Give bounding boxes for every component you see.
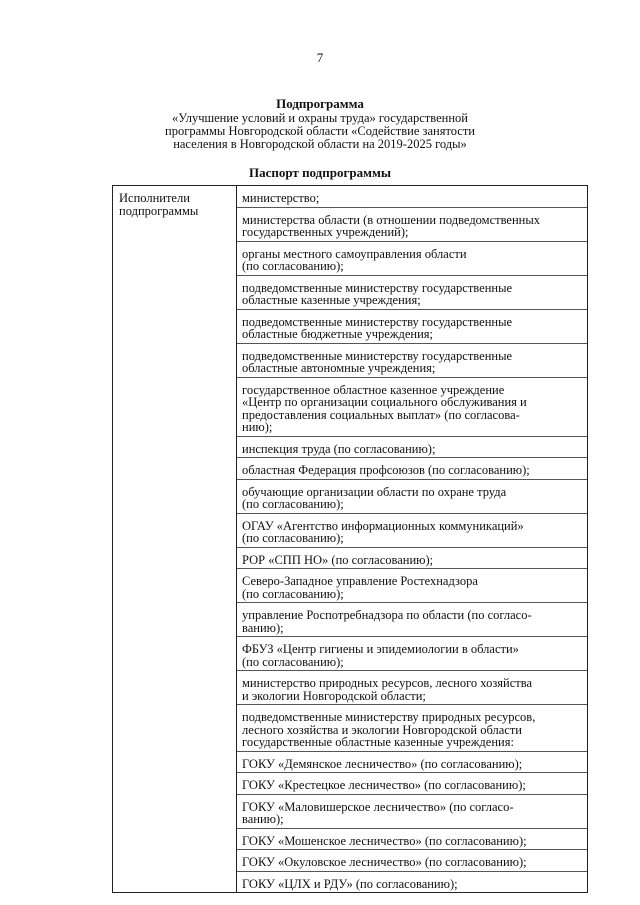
list-item: [237, 603, 587, 637]
list-item-line: областная Федерация профсоюзов (по согласованию);: [242, 463, 530, 477]
list-item: [237, 514, 587, 548]
label-line: Исполнители: [119, 191, 190, 205]
list-item-line: обучающие организации области по охране труда: [242, 484, 507, 499]
list-item: [237, 208, 587, 242]
list-item: [237, 671, 587, 705]
list-item: [237, 872, 587, 893]
list-item: [237, 752, 587, 774]
list-item: [237, 310, 587, 344]
list-item: [237, 773, 587, 795]
list-item-line: «Центр по организации социального обслуживания и: [242, 395, 527, 409]
list-item-line: государственное областное казенное учреждение: [242, 382, 505, 397]
list-item-line: ванию);: [242, 620, 284, 635]
list-item: [237, 548, 587, 570]
list-item: [237, 850, 587, 872]
list-item-line: управление Роспотребнадзора по области (по согласо-: [242, 608, 532, 622]
list-item-line: предоставления социальных выплат» (по согласова-: [242, 407, 520, 422]
label-line: подпрограммы: [119, 203, 199, 218]
list-item-line: ФБУЗ «Центр гигиены и эпидемиологии в области»: [242, 642, 519, 656]
list-item-line: ГОКУ «Мошенское лесничество» (по согласованию);: [242, 833, 527, 848]
list-item-line: ГОКУ «Демянское лесничество» (по согласованию);: [242, 756, 523, 771]
list-item-line: лесного хозяйства и экологии Новгородской области: [242, 722, 522, 737]
list-item: [237, 480, 587, 514]
list-item-line: нию);: [242, 420, 273, 434]
list-item-line: подведомственные министерству природных ресурсов,: [242, 710, 536, 724]
list-item-line: подведомственные министерству государственные: [242, 348, 513, 363]
list-item: [237, 186, 587, 208]
list-item: [237, 829, 587, 851]
value-cell: [237, 186, 588, 893]
list-item: [237, 276, 587, 310]
page-number: 7: [316, 50, 324, 65]
subtitle-line: населения в Новгородской области на 2019-2025 годы»: [173, 137, 467, 151]
list-item: [237, 458, 587, 480]
table-row: [113, 186, 588, 893]
list-item-line: министерства области (в отношении подведомственных: [242, 212, 541, 227]
list-item: [237, 344, 587, 378]
list-item-line: (по согласованию);: [242, 586, 344, 601]
list-item-line: ванию);: [242, 812, 284, 826]
list-item-line: областные автономные учреждения;: [242, 361, 436, 375]
document-title: Подпрограмма: [276, 96, 364, 111]
list-item: [237, 795, 587, 829]
list-item-line: ГОКУ «Окуловское лесничество» (по согласованию);: [242, 855, 527, 869]
list-item-line: областные казенные учреждения;: [242, 293, 421, 307]
list-item-line: инспекция труда (по согласованию);: [242, 441, 436, 456]
list-item-line: (по согласованию);: [242, 497, 344, 511]
passport-table: [112, 185, 588, 893]
list-item-line: (по согласованию);: [242, 259, 344, 273]
list-item-line: государственных учреждений);: [242, 225, 409, 239]
list-item: [237, 378, 587, 437]
subtitle-line: «Улучшение условий и охраны труда» государственной: [172, 111, 468, 125]
list-item-line: и экологии Новгородской области;: [242, 688, 426, 703]
list-item-line: органы местного самоуправления области: [242, 246, 467, 261]
list-item-line: (по согласованию);: [242, 654, 344, 669]
list-item-line: Северо-Западное управление Ростехнадзора: [242, 574, 478, 588]
list-item-line: областные бюджетные учреждения;: [242, 327, 434, 341]
list-item-line: ОГАУ «Агентство информационных коммуникаций»: [242, 518, 524, 533]
list-item: [237, 637, 587, 671]
list-item-line: подведомственные министерству государственные: [242, 280, 513, 295]
list-item: [237, 437, 587, 459]
list-item-line: ГОКУ «Маловишерское лесничество» (по согласо-: [242, 799, 514, 814]
list-item-line: министерство природных ресурсов, лесного хозяйства: [242, 676, 532, 690]
list-item-line: РОР «СПП НО» (по согласованию);: [242, 552, 434, 567]
subtitle-line: программы Новгородской области «Содействие занятости: [165, 124, 475, 138]
list-item: [237, 569, 587, 603]
passport-title: Паспорт подпрограммы: [249, 165, 391, 180]
list-item-line: (по согласованию);: [242, 531, 344, 545]
list-item-line: государственные областные казенные учреждения:: [242, 735, 514, 749]
document-subtitle: [0, 112, 640, 151]
list-item: [237, 705, 587, 752]
list-item-line: ГОКУ «ЦЛХ и РДУ» (по согласованию);: [242, 876, 458, 891]
label-cell: [113, 186, 237, 893]
list-item-line: подведомственные министерству государственные: [242, 314, 513, 329]
list-item: [237, 242, 587, 276]
list-item-line: ГОКУ «Крестецкое лесничество» (по согласованию);: [242, 778, 526, 792]
list-item-line: министерство;: [242, 191, 320, 205]
